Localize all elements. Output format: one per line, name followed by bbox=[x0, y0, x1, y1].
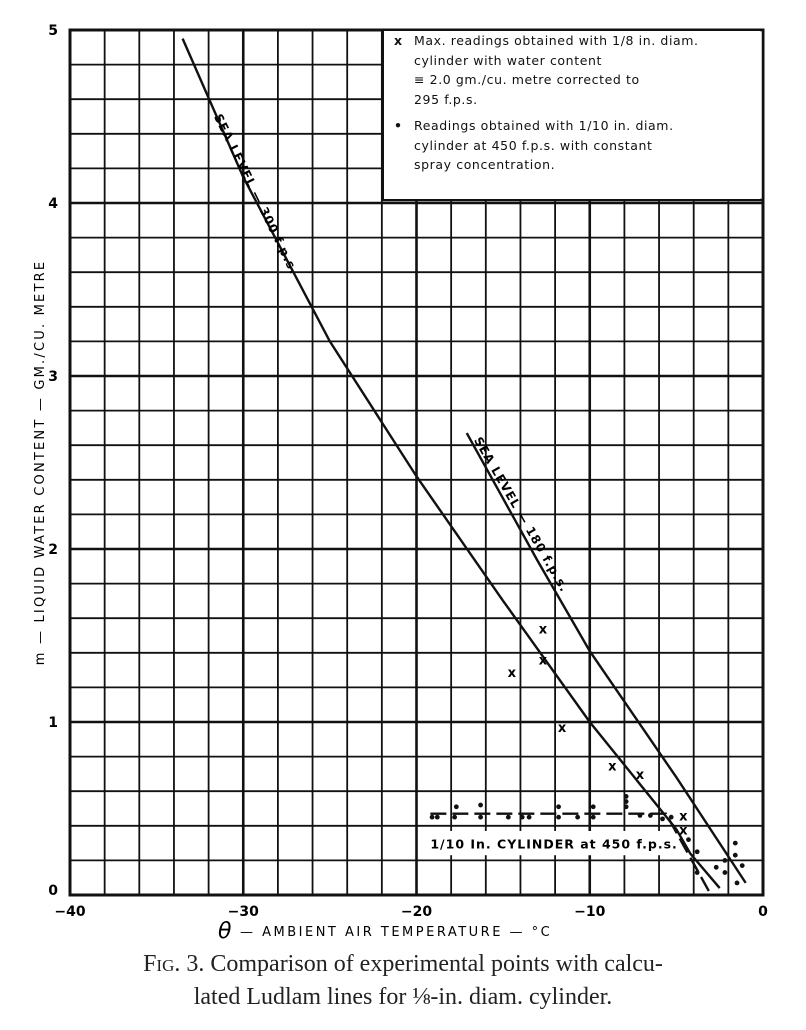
legend-text: cylinder at 450 f.p.s. with constant bbox=[414, 137, 653, 153]
x-tick-label: −40 bbox=[54, 904, 86, 920]
dot-marker bbox=[435, 815, 440, 820]
dot-marker bbox=[478, 803, 483, 808]
dot-marker bbox=[740, 863, 745, 868]
dot-marker bbox=[556, 804, 561, 809]
x-marker: x bbox=[679, 823, 688, 839]
x-axis-symbol: θ bbox=[218, 919, 232, 944]
y-tick-label: 4 bbox=[48, 196, 58, 212]
dot-marker bbox=[733, 841, 738, 846]
legend-text: Max. readings obtained with 1/8 in. diam. bbox=[414, 33, 699, 48]
dot-marker bbox=[733, 853, 738, 858]
cylinder-label: 1/10 In. CYLINDER at 450 f.p.s. bbox=[430, 836, 678, 852]
figure-number: Fig. 3. bbox=[143, 951, 205, 977]
dot-marker-icon: • bbox=[394, 118, 403, 133]
legend-text: cylinder with water content bbox=[414, 52, 603, 68]
dot-marker bbox=[430, 815, 435, 820]
dot-marker bbox=[454, 804, 459, 809]
dot-marker bbox=[520, 815, 525, 820]
dot-marker bbox=[624, 794, 629, 799]
dot-marker bbox=[575, 815, 580, 820]
x-marker: x bbox=[538, 622, 548, 638]
dot-marker bbox=[591, 815, 596, 820]
x-marker: x bbox=[557, 721, 567, 737]
dot-marker bbox=[452, 815, 457, 820]
dot-marker bbox=[624, 799, 629, 804]
legend-text: 295 f.p.s. bbox=[414, 91, 478, 107]
x-marker: x bbox=[679, 809, 688, 825]
line-label-180: SEA LEVEL — 180 f.p.s. bbox=[471, 434, 572, 595]
y-tick-label: 5 bbox=[48, 23, 58, 39]
dot-marker bbox=[714, 865, 719, 870]
dot-marker bbox=[624, 804, 629, 809]
x-tick-label: −10 bbox=[574, 904, 606, 920]
x-marker: x bbox=[538, 653, 548, 669]
x-marker-icon: x bbox=[394, 33, 403, 48]
legend-text: spray concentration. bbox=[414, 157, 556, 172]
line-label-300: SEA LEVEL — 300 f.p.s. bbox=[211, 111, 302, 277]
dot-marker bbox=[527, 815, 532, 820]
figure-caption bbox=[0, 948, 806, 1014]
dot-marker bbox=[648, 813, 653, 818]
dot-marker bbox=[660, 816, 665, 821]
y-tick-label: 0 bbox=[48, 883, 58, 899]
legend-text: Readings obtained with 1/10 in. diam. bbox=[414, 118, 674, 133]
y-tick-label: 3 bbox=[48, 369, 58, 385]
dot-marker bbox=[591, 804, 596, 809]
dot-marker bbox=[478, 815, 483, 820]
dot-marker bbox=[722, 870, 727, 875]
dot-marker bbox=[638, 813, 643, 818]
x-tick-label: −20 bbox=[400, 904, 433, 920]
x-marker: x bbox=[507, 665, 516, 681]
x-tick-label: −30 bbox=[227, 904, 259, 920]
legend-entry-dot bbox=[384, 116, 760, 175]
dot-marker bbox=[735, 880, 740, 885]
x-axis-label: — AMBIENT AIR TEMPERATURE — °C bbox=[240, 925, 553, 940]
x-marker: x bbox=[608, 759, 617, 775]
dot-marker bbox=[556, 815, 561, 820]
y-tick-label: 2 bbox=[48, 542, 58, 558]
legend bbox=[384, 31, 760, 199]
dot-marker bbox=[506, 815, 511, 820]
y-axis-label: m — LIQUID WATER CONTENT — GM./CU. METRE bbox=[33, 259, 48, 666]
dot-marker bbox=[686, 837, 691, 842]
legend-entry-x bbox=[384, 31, 760, 109]
legend-text: ≡ 2.0 gm./cu. metre corrected to bbox=[414, 72, 640, 87]
caption-line-2: lated Ludlam lines for ⅛-in. diam. cylinder. bbox=[193, 984, 613, 1010]
caption-line-1: Comparison of experimental points with calcu- bbox=[210, 951, 663, 977]
dot-marker bbox=[695, 849, 700, 854]
dot-marker bbox=[669, 815, 674, 820]
y-tick-label: 1 bbox=[48, 715, 58, 731]
x-tick-label: 0 bbox=[758, 904, 768, 920]
dot-marker bbox=[722, 858, 727, 863]
x-marker: x bbox=[635, 767, 645, 783]
dot-marker bbox=[695, 870, 700, 875]
